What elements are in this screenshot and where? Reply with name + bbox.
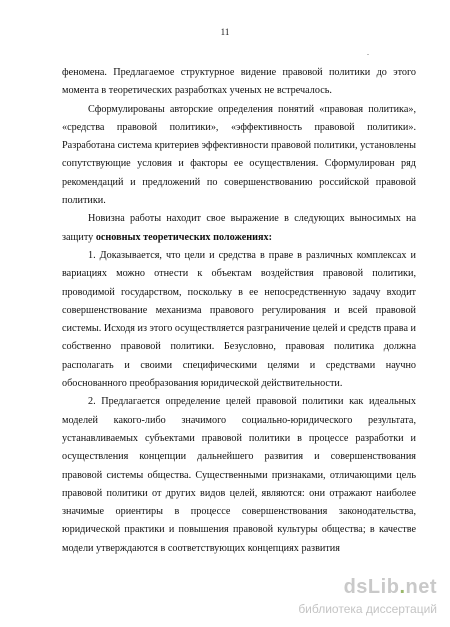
novelty-bold: основных теоретических положениях: bbox=[95, 231, 272, 243]
scan-mark: . bbox=[367, 48, 369, 57]
dslib-logo bbox=[344, 576, 437, 599]
paragraph-point-2: 2. Предлагается определение целей правовой политики как идеальных моделей какого-либо значимого социально-юридического результата, устанавливаемых субъектами правовой политики в процессе разработки и осуществления концепции дальнейшего развития и совершенствования правовой системы общества. Существенными признаками, отличающими цель правовой политики от других видов целей, являются: они отражают наиболее значимые ориентиры в процессе совершенствования законодательства, юридической практики и повышения правовой культуры общества; в качестве модели утверждаются в соответствующих концепциях развития bbox=[62, 396, 416, 554]
paragraph-novelty bbox=[62, 210, 416, 247]
logo-dot: . bbox=[399, 576, 406, 598]
paragraph-definitions: Сформулированы авторские определения понятий «правовая политика», «средства правовой политики», «эффективность правовой политики». Разработана система критериев эффективности правовой политики, установлены сопутствующие условия и факторы ее осуществления. Сформулирован ряд рекомендаций и предложений по совершенствованию российской правовой политики. bbox=[62, 103, 416, 207]
paragraph-continuation: феномена. Предлагаемое структурное видение правовой политики до этого момента в теоретических разработках ученых не встречалось. bbox=[62, 67, 416, 97]
dslib-subtitle: библиотека диссертаций bbox=[298, 602, 437, 616]
logo-main: dsLib bbox=[343, 576, 400, 598]
document-body bbox=[62, 64, 416, 558]
dslib-watermark bbox=[283, 576, 443, 620]
page-number: 11 bbox=[220, 27, 230, 37]
logo-tld: net bbox=[405, 576, 437, 598]
paragraph-point-1: 1. Доказывается, что цели и средства в праве в различных комплексах и вариациях можно отнести к объектам воздействия правовой политики, проводимой государством, поскольку в ее непосредственную задачу входит совершенствование механизма правового регулирования и всей правовой системы. Исходя из этого осуществляется разграничение целей и средств права и собственно правовой политики. Безусловно, правовая политика должна располагать и своими специфическими целями и средствами научно обоснованного преобразования юридической действительности. bbox=[62, 249, 416, 390]
novelty-text: Новизна работы находит свое выражение в следующих выносимых на защиту bbox=[62, 213, 416, 243]
